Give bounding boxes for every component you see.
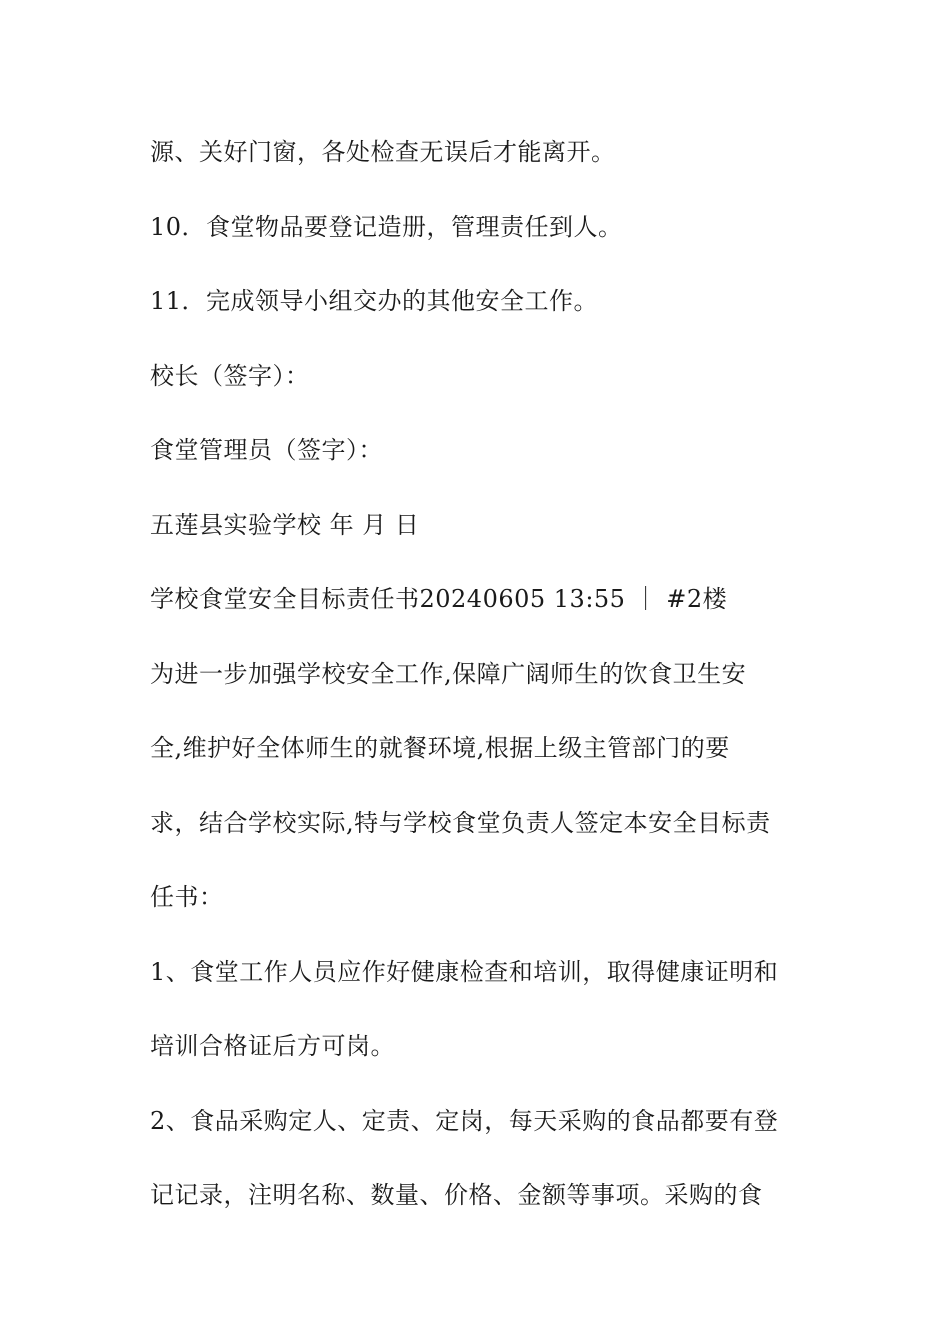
text-line: 源、关好门窗，各处检查无误后才能离开。 bbox=[150, 138, 616, 166]
text-line: 1、食堂工作人员应作好健康检查和培训，取得健康证明和 bbox=[150, 958, 779, 986]
school-date-line: 五莲县实验学校 年 月 日 bbox=[150, 511, 420, 539]
text-line: 11．完成领导小组交办的其他安全工作。 bbox=[150, 287, 599, 315]
text-line: 记记录，注明名称、数量、价格、金额等事项。采购的食 bbox=[150, 1181, 763, 1209]
text-line: 全,维护好全体师生的就餐环境,根据上级主管部门的要 bbox=[150, 734, 730, 762]
text-line: 培训合格证后方可岗。 bbox=[150, 1032, 395, 1060]
signature-line-manager: 食堂管理员（签字）： bbox=[150, 436, 383, 464]
signature-line-principal: 校长（签字）： bbox=[150, 362, 310, 390]
text-line: 求，结合学校实际,特与学校食堂负责人签定本安全目标责 bbox=[150, 809, 771, 837]
text-line: 10．食堂物品要登记造册，管理责任到人。 bbox=[150, 213, 623, 241]
text-line: 为进一步加强学校安全工作,保障广阔师生的饮食卫生安 bbox=[150, 660, 747, 688]
text-line: 任书： bbox=[150, 883, 224, 911]
section-title: 学校食堂安全目标责任书20240605 13:55 ｜ #2楼 bbox=[150, 585, 728, 613]
text-line: 2、食品采购定人、定责、定岗，每天采购的食品都要有登 bbox=[150, 1107, 779, 1135]
